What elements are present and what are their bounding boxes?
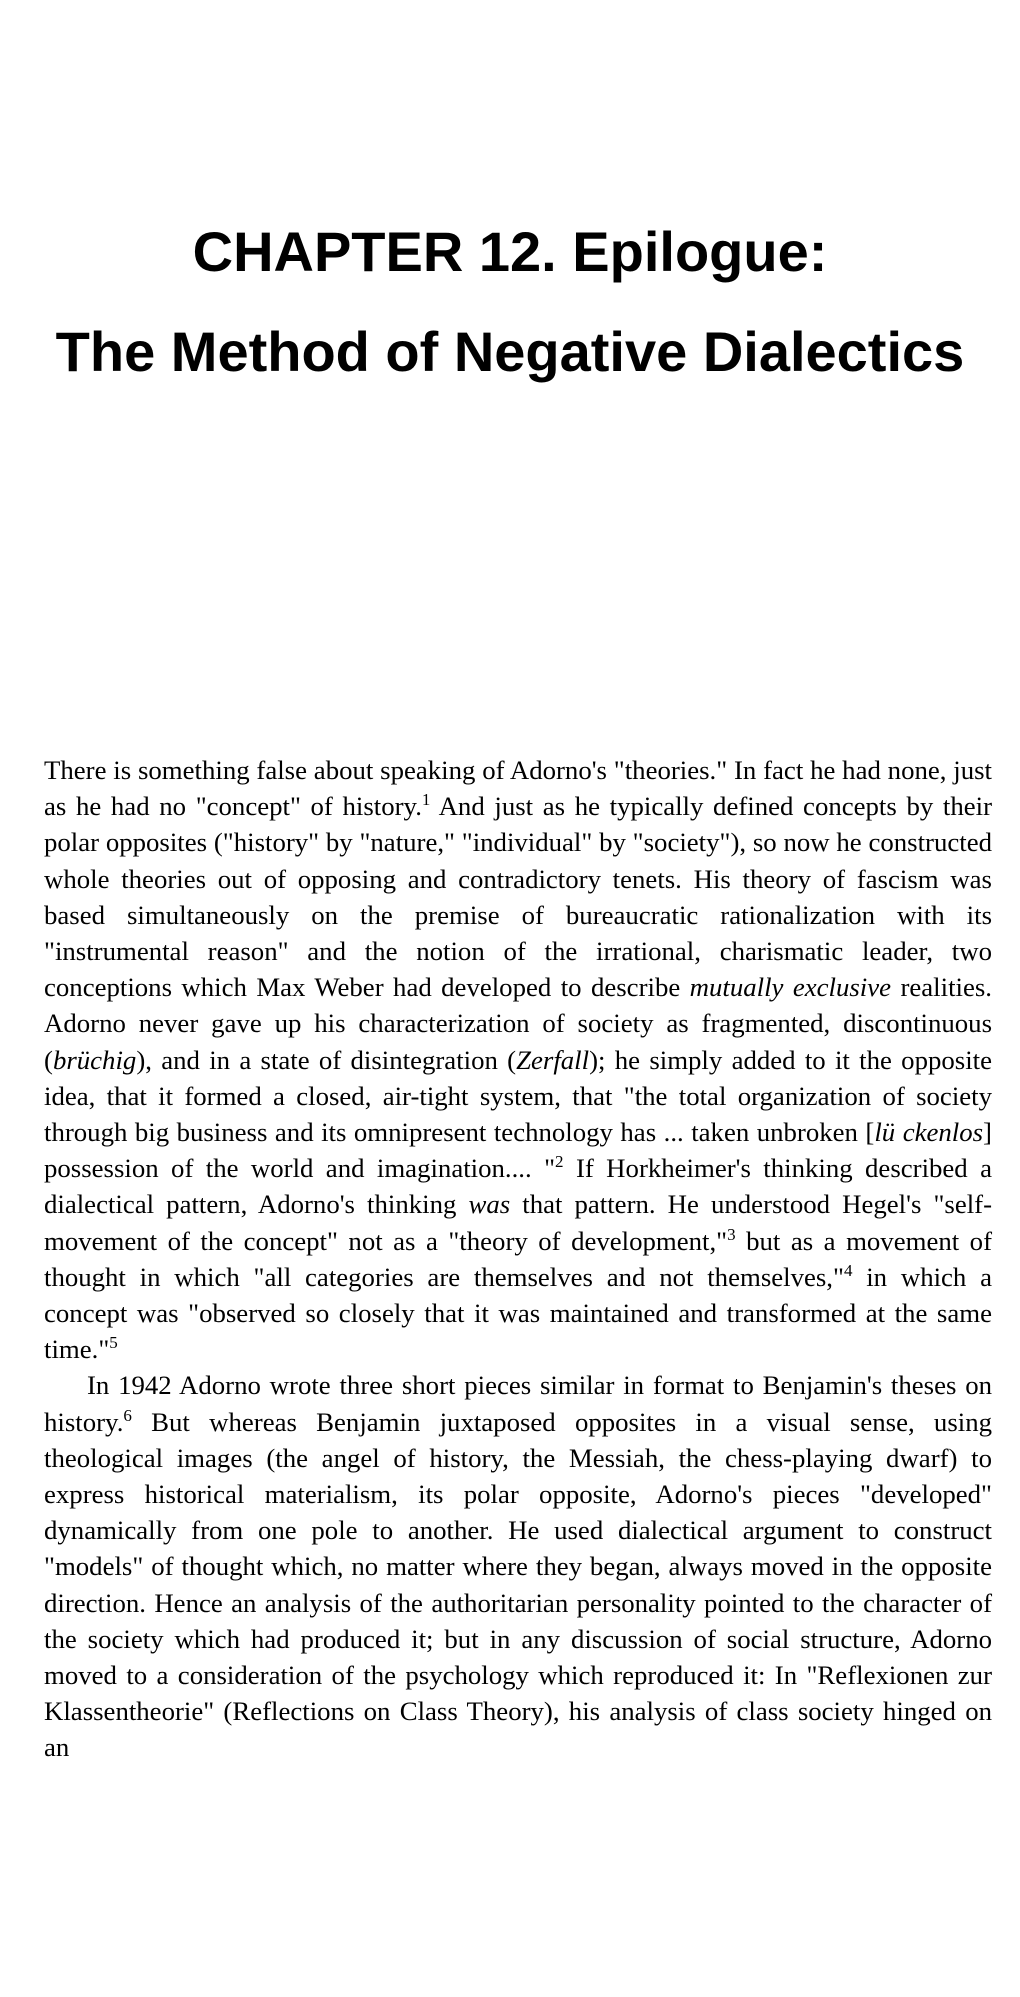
footnote-marker: 2 (555, 1152, 564, 1172)
text-run: But whereas Benjamin juxtaposed opposites in a visual sense, using theological images (the angel of history, the Messiah, the chess-playing dwarf) to express historical materialism, its polar opposite, Adorno's pieces "developed" dynamically from one pole to another. He used dialectical argument to construct "models" of thought which, no matter where they began, always moved in the opposite direction. Hence an analysis of the authoritarian personality pointed to the character of the society which had produced it; but in any discussion of social structure, Adorno moved to a consideration of the psychology which reproduced it: In "Reflexionen zur Klassentheorie" (Reflections on Class Theory), his analysis of class society hinged on an (44, 1406, 992, 1763)
text-run: that pattern. He understood Hegel's "self-movement of the concept" not as a "theory of development," (44, 1189, 993, 1256)
italic-text: mutually exclusive (689, 972, 892, 1003)
italic-text: brüchig (52, 1044, 137, 1075)
body-text (44, 752, 992, 1766)
paragraph (44, 1367, 992, 1765)
text-run: If Horkheimer's thinking described a dialectical pattern, Adorno's thinking (44, 1153, 992, 1220)
italic-text: was (468, 1189, 511, 1220)
footnote-marker: 5 (109, 1333, 118, 1353)
text-run: And just as he typically defined concepts by their polar opposites ("history" by "nature," "individual" by "society"), so now he constructed whole theories out of opposing and contradictory tenets. His theory of fascism was based simultaneously on the premise of bureaucratic rationalization with its "instrumental reason" and the notion of the irrational, charismatic leader, two conceptions which Max Weber had developed to describe (44, 791, 992, 1003)
text-run: ), and in a state of disintegration ( (136, 1044, 517, 1075)
text-run: There is something false about speaking of Adorno's "theories." In fact he had none, just as he had no "concept" of history. (44, 755, 992, 822)
italic-text: lü ckenlos (874, 1117, 984, 1148)
paragraph (44, 752, 992, 1367)
italic-text: Zerfall (516, 1044, 590, 1075)
text-run: in which a concept was "observed so closely that it was maintained and transformed at the same time." (44, 1261, 993, 1365)
footnote-marker: 3 (727, 1224, 736, 1244)
footnote-marker: 4 (843, 1260, 853, 1280)
chapter-title-line-2: The Method of Negative Dialectics (55, 320, 965, 383)
footnote-marker: 6 (123, 1405, 132, 1425)
text-run: realities. Adorno never gave up his characterization of society as fragmented, discontinuous ( (44, 972, 992, 1075)
text-run: ); he simply added to it the opposite idea, that it formed a closed, air-tight system, that "the total organization of society through big business and its omnipresent technology has ... taken unbroken [ (44, 1044, 992, 1148)
chapter-title (0, 202, 1020, 402)
footnote-marker: 1 (421, 790, 431, 810)
chapter-title-line-1: CHAPTER 12. Epilogue: (192, 220, 828, 283)
text-run: but as a movement of thought in which "all categories are themselves and not themselves," (44, 1225, 992, 1292)
text-run: ] possession of the world and imagination.... " (44, 1117, 992, 1184)
text-run: In 1942 Adorno wrote three short pieces similar in format to Benjamin's theses on history. (44, 1370, 992, 1437)
